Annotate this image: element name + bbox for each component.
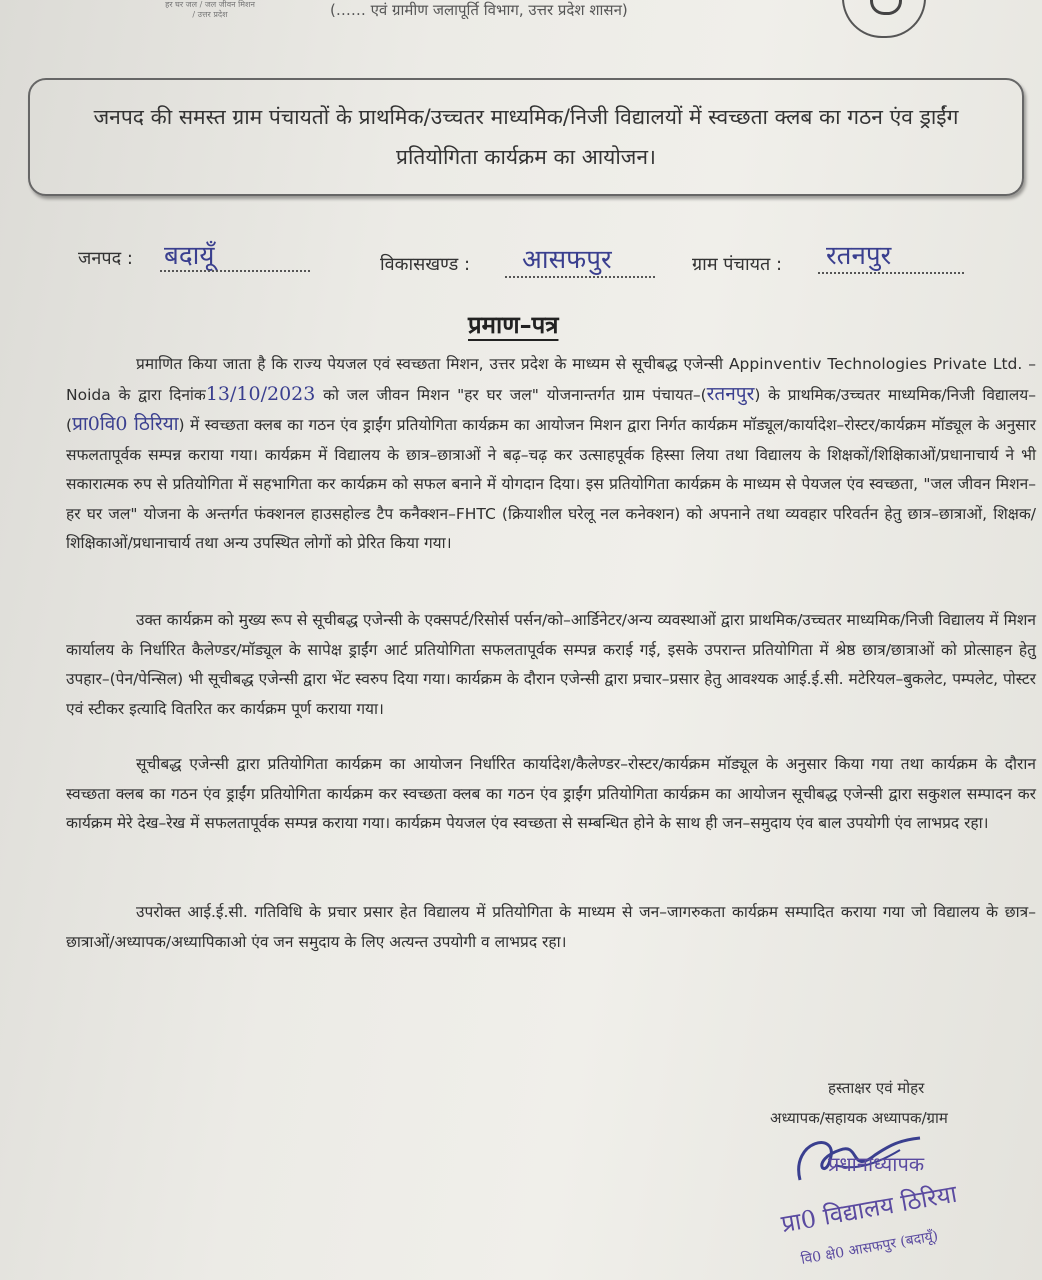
p1-text-c: ) के प्राथमिक/उच्चतर माध्यमिक/निजी विद्यालय–( xyxy=(66,385,1036,434)
paragraph-4 xyxy=(66,898,1036,957)
p3-text: सूचीबद्ध एजेन्सी द्वारा प्रतियोगिता कार्यक्रम का आयोजन निर्धारित कार्यादेश/कैलेण्डर–रोस्टर/कार्यक्रम मॉड्यूल के अनुसार किया गया तथा कार्यक्रम के दौरान स्वच्छता क्लब का गठन एंव ड्राईंग प्रतियोगिता कार्यक्रम कर स्वच्छता क्लब का गठन एंव ड्राईंग प्रतियोगिता कार्यक्रम का आयोजन सूचीबद्ध एजेन्सी द्वारा सकुशल सम्पादन कर कार्यक्रम मेरे देख–रेख में सफलतापूर्वक सम्पन्न कराया गया। कार्यक्रम पेयजल एंव स्वच्छता से सम्बन्धित होने के साथ ही जन–समुदाय एंव बाल उपयोगी एंव लाभप्रद रहा। xyxy=(66,755,1036,832)
document-title: जनपद की समस्त ग्राम पंचायतों के प्राथमिक/उच्चतर माध्यमिक/निजी विद्यालयों में स्वच्छता क्लब का गठन एंव ड्राईंग प्रतियोगिता कार्यक्रम का आयोजन। xyxy=(93,105,959,169)
p1-text-a: प्रमाणित किया जाता है कि राज्य पेयजल एवं स्वच्छता मिशन, उत्तर प्रदेश के माध्यम से सूचीबद्ध एजेन्सी Appinventiv Technologies Private Ltd. – Noida के द्वारा दिनांक xyxy=(66,355,1036,404)
stamp-line-3: वि0 क्षे0 आसफपुर (बदायूँ) xyxy=(799,1228,940,1268)
p4-text: उपरोक्त आई.ई.सी. गतिविधि के प्रचार प्रसार हेत विद्यालय में प्रतियोगिता के माध्यम से जन–जागरुकता कार्यक्रम सम्पादित कराया गया जो विद्यालय के छात्र–छात्राओं/अध्यापक/अध्यापिकाओ एंव जन समुदाय के लिए अत्यन्त उपयोगी व लाभप्रद रहा। xyxy=(66,903,1036,951)
title-box xyxy=(28,78,1024,196)
block-label: विकासखण्ड : xyxy=(380,254,471,275)
district-underline xyxy=(160,270,310,272)
p1-school: प्रा0वि0 ठिरिया xyxy=(72,413,179,435)
p1-date: 13/10/2023 xyxy=(205,382,316,405)
up-govt-emblem-icon xyxy=(842,0,926,38)
block-underline xyxy=(505,276,655,278)
panchayat-value: रतनपुर xyxy=(826,241,892,271)
p2-text: उक्त कार्यक्रम को मुख्य रूप से सूचीबद्ध एजेन्सी के एक्सपर्ट/रिसोर्स पर्सन/को–आर्डिनेटर/अन्य व्यवस्थाओं द्वारा प्राथमिक/उच्चतर माध्यमिक/निजी विद्यालय में मिशन कार्यालय के निर्धारित कैलेण्डर/मॉड्यूल के सापेक्ष ड्राईंग आर्ट प्रतियोगिता सफलतापूर्वक सम्पन्न कराई गई, इसके उपरान्त प्रतियोगिता में श्रेष्ठ छात्र/छात्राओं को प्रोत्साहन हेतु उपहार–(पेन/पेन्सिल) भी सूचीबद्ध एजेन्सी द्वारा भेंट स्वरुप दिया गया। कार्यक्रम के दौरान एजेन्सी द्वारा प्रचार–प्रसार हेतु आवश्यक आई.ई.सी. मटेरियल–बुकलेट, पम्पलेट, पोस्टर एवं स्टीकर इत्यादि वितरित कर कार्यक्रम पूर्ण कराया गया। xyxy=(66,611,1036,718)
paragraph-3 xyxy=(66,750,1036,839)
district-value: बदायूँ xyxy=(164,241,215,271)
paragraph-1 xyxy=(66,350,1036,559)
block-value: आसफपुर xyxy=(522,245,612,275)
stamp-line-1: प्रधानाध्यापक xyxy=(828,1152,925,1176)
p1-text-d: ) में स्वच्छता क्लब का गठन एंव ड्राईंग प्रतियोगिता कार्यक्रम का आयोजन मिशन द्वारा निर्गत कार्यक्रम मॉड्यूल/कार्यादेश–रोस्टर/कार्यक्रम मॉड्यूल के अनुसार सफलतापूर्वक सम्पन्न कराया गया। कार्यक्रम में विद्यालय के छात्र–छात्राओं ने बढ़–चढ़ कर उत्साहपूर्वक हिस्सा लिया तथा विद्यालय के शिक्षकों/शिक्षिकाओं/प्रधानाचार्य ने भी सकारात्मक रुप से प्रतियोगिता में सहभागिता कर कार्यक्रम को सफल बनाने में योगदान दिया। इस प्रतियोगिता कार्यक्रम के माध्यम से पेयजल एंव स्वच्छता, "जल जीवन मिशन–हर घर जल" योजना के अन्तर्गत फंक्शनल हाउसहोल्ड टैप कनैक्शन–FHTC (क्रियाशील घरेलू नल कनेक्शन) को अपनाने तथा व्यवहार परिवर्तन हेतु छात्र–छात्राओं, शिक्षक/शिक्षिकाओं/प्रधानाचार्य तथा अन्य उपस्थित लोगों को प्रेरित किया गया। xyxy=(66,416,1037,552)
panchayat-underline xyxy=(818,272,964,274)
stamp-line-2: प्रा0 विद्यालय ठिरिया xyxy=(779,1179,959,1239)
signature-label: हस्ताक्षर एवं मोहर xyxy=(828,1079,925,1097)
header-department-line: (…… एवं ग्रामीण जलापूर्ति विभाग, उत्तर प्रदेश शासन) xyxy=(330,1,628,19)
certificate-heading: प्रमाण–पत्र xyxy=(468,311,559,339)
p1-text-b: को जल जीवन मिशन "हर घर जल" योजनान्तर्गत ग्राम पंचायत–( xyxy=(323,385,707,404)
paragraph-2 xyxy=(66,606,1036,724)
signatory-designation: अध्यापक/सहायक अध्यापक/ग्राम xyxy=(770,1109,948,1127)
panchayat-label: ग्राम पंचायत : xyxy=(692,254,783,275)
p1-panchayat: रतनपुर xyxy=(706,382,755,405)
jal-jeevan-logo: हर घर जल / जल जीवन मिशन / उत्तर प्रदेश xyxy=(165,0,255,19)
district-label: जनपद : xyxy=(78,248,133,269)
